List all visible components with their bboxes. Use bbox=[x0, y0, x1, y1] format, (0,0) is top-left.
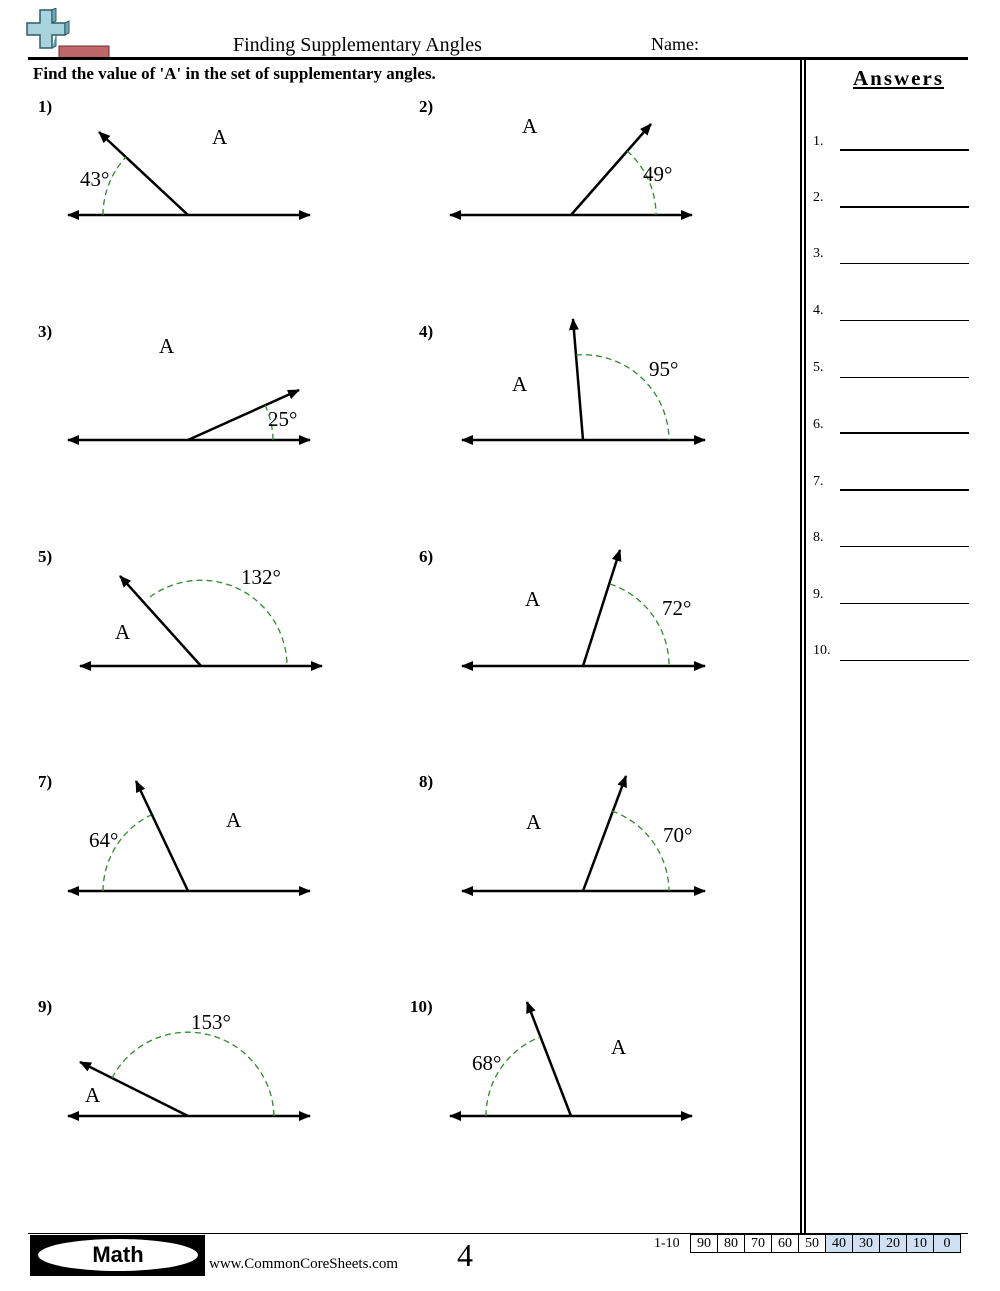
problem-number: 8) bbox=[419, 772, 434, 791]
answer-line[interactable] bbox=[840, 320, 969, 321]
unknown-angle-label: A bbox=[611, 1035, 627, 1059]
problem-number: 4) bbox=[419, 322, 434, 341]
score-cell: 20 bbox=[880, 1235, 907, 1253]
unknown-angle-label: A bbox=[522, 114, 538, 138]
column-divider bbox=[800, 60, 802, 1235]
answer-line[interactable] bbox=[840, 206, 969, 208]
page-number: 4 bbox=[457, 1237, 473, 1273]
answer-line[interactable] bbox=[840, 546, 969, 547]
answer-line[interactable] bbox=[840, 660, 969, 661]
known-angle-label: 95° bbox=[649, 357, 679, 381]
name-label: Name: bbox=[651, 34, 699, 54]
answer-number: 1. bbox=[813, 134, 824, 149]
answer-line[interactable] bbox=[840, 432, 969, 434]
score-cell: 50 bbox=[799, 1235, 826, 1253]
score-table bbox=[690, 1234, 961, 1253]
answer-number: 7. bbox=[813, 474, 824, 489]
unknown-angle-label: A bbox=[512, 372, 528, 396]
answer-number: 6. bbox=[813, 417, 824, 432]
problem-number: 5) bbox=[38, 547, 53, 566]
known-angle-label: 153° bbox=[191, 1010, 231, 1034]
known-angle-label: 43° bbox=[80, 167, 110, 191]
problem-number: 1) bbox=[38, 97, 53, 116]
worksheet-title: Finding Supplementary Angles bbox=[233, 34, 482, 56]
problem-number: 6) bbox=[419, 547, 434, 566]
unknown-angle-label: A bbox=[159, 334, 175, 358]
problem-number: 3) bbox=[38, 322, 53, 341]
answer-number: 5. bbox=[813, 360, 824, 375]
score-range-label: 1-10 bbox=[654, 1236, 680, 1251]
known-angle-label: 132° bbox=[241, 565, 281, 589]
column-divider-inner bbox=[804, 60, 806, 1235]
problem-number: 10) bbox=[410, 997, 433, 1016]
unknown-angle-label: A bbox=[85, 1083, 101, 1107]
answer-number: 9. bbox=[813, 587, 824, 602]
score-cell: 60 bbox=[772, 1235, 799, 1253]
brand-label: Math bbox=[38, 1239, 198, 1271]
known-angle-label: 25° bbox=[268, 407, 298, 431]
ray bbox=[99, 132, 188, 215]
unknown-angle-label: A bbox=[226, 808, 242, 832]
answer-line[interactable] bbox=[840, 263, 969, 264]
score-cell: 30 bbox=[853, 1235, 880, 1253]
problem-number: 7) bbox=[38, 772, 53, 791]
answer-line[interactable] bbox=[840, 489, 969, 491]
unknown-angle-label: A bbox=[526, 810, 542, 834]
answers-title: Answers bbox=[853, 66, 944, 90]
diagram-9 bbox=[68, 1032, 310, 1116]
answer-number: 2. bbox=[813, 190, 824, 205]
score-cell: 80 bbox=[718, 1235, 745, 1253]
problem-number: 9) bbox=[38, 997, 53, 1016]
instructions: Find the value of 'A' in the set of supplementary angles. bbox=[33, 64, 436, 83]
answer-number: 10. bbox=[813, 643, 831, 658]
unknown-angle-label: A bbox=[525, 587, 541, 611]
score-cell: 90 bbox=[691, 1235, 718, 1253]
answer-number: 4. bbox=[813, 303, 824, 318]
unknown-angle-label: A bbox=[115, 620, 131, 644]
score-cell: 10 bbox=[907, 1235, 934, 1253]
known-angle-label: 68° bbox=[472, 1051, 502, 1075]
answer-line[interactable] bbox=[840, 149, 969, 151]
score-cell: 40 bbox=[826, 1235, 853, 1253]
problem-number: 2) bbox=[419, 97, 434, 116]
unknown-angle-label: A bbox=[212, 125, 228, 149]
answer-number: 8. bbox=[813, 530, 824, 545]
answer-line[interactable] bbox=[840, 377, 969, 378]
score-cell: 0 bbox=[934, 1235, 961, 1253]
known-angle-label: 64° bbox=[89, 828, 119, 852]
answer-line[interactable] bbox=[840, 603, 969, 604]
known-angle-label: 72° bbox=[662, 596, 692, 620]
score-cell: 70 bbox=[745, 1235, 772, 1253]
site-url: www.CommonCoreSheets.com bbox=[209, 1256, 399, 1272]
known-angle-label: 70° bbox=[663, 823, 693, 847]
known-angle-label: 49° bbox=[643, 162, 673, 186]
answer-number: 3. bbox=[813, 246, 824, 261]
